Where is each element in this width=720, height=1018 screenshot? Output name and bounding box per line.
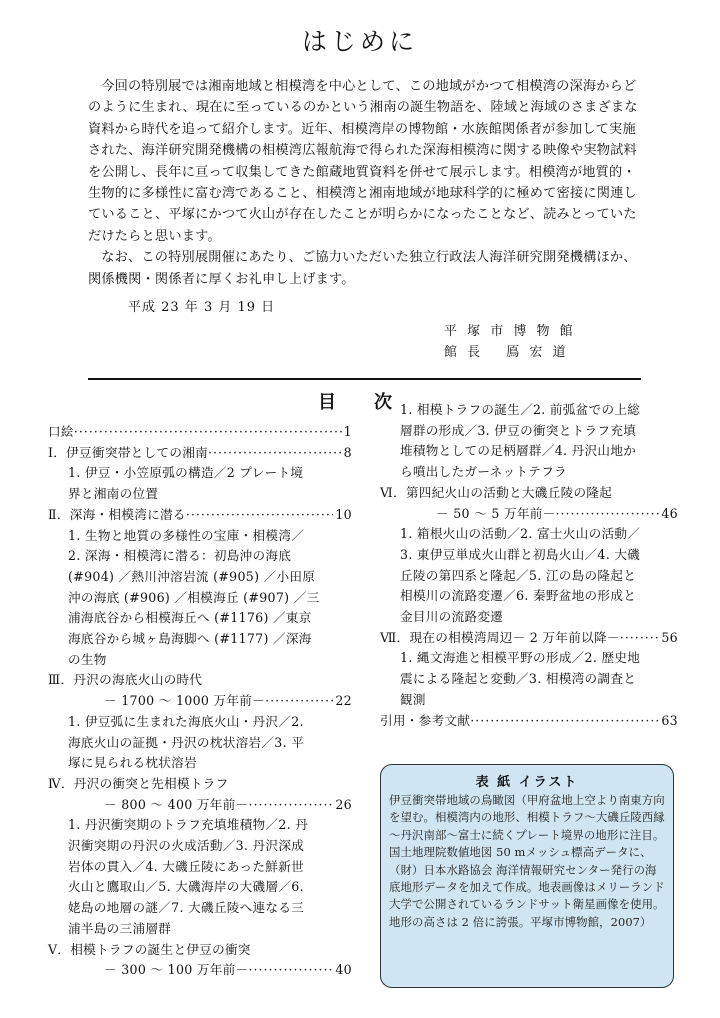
toc-entry (48, 960, 352, 981)
toc-title: 目 次 (318, 392, 402, 413)
toc-sub-line: (#904) ／熱川沖溶岩流 (#905) ／小田原 (68, 568, 316, 584)
toc-sub-line: の生物 (68, 651, 107, 667)
toc-sub-line: 1. 伊豆・小笠原弧の構造／2 プレート境 (68, 465, 304, 481)
leader-dots (248, 960, 333, 981)
toc-sub-line: 3. 東伊豆単成火山群と初島火山／4. 大磯 (400, 546, 641, 562)
toc-entry (48, 795, 352, 816)
toc-sub-line: 観測 (400, 691, 426, 707)
toc-sub-line: 岩体の貫入／4. 大磯丘陵にあった鮮新世 (68, 858, 304, 874)
leader-dots (248, 795, 333, 816)
toc-entry-label: Ⅰ．伊豆衝突帯としての湘南 (48, 444, 208, 460)
toc-entry-page: 46 (661, 505, 678, 521)
toc-sub-line: 沖の海底 (#906) ／相模海丘 (#907) ／三 (68, 589, 320, 605)
divider (88, 378, 641, 380)
leader-dots (74, 422, 342, 443)
leader-dots (470, 711, 659, 732)
toc-sub-line: 丘陵の第四系と隆起／5. 江の島の隆起と (400, 567, 637, 583)
toc-entry (380, 504, 678, 525)
toc-entry (380, 711, 678, 732)
toc-entry-label: Ⅱ．深海・相模湾に潜る (48, 506, 186, 522)
toc-sub-line: 姥島の地層の謎／7. 大磯丘陵へ連なる三 (68, 900, 305, 916)
cover-box-text (389, 792, 665, 931)
toc-entry-label: 口絵 (48, 424, 74, 439)
toc-sub-line: 海底谷から城ヶ島海脚へ (#1177) ／深海 (68, 631, 312, 647)
page-title: はじめに (301, 27, 418, 56)
date: 平成 23 年 3 月 19 日 (128, 300, 276, 315)
toc-sub-line: 浦海底谷から相模海丘へ (#1176) ／東京 (68, 610, 312, 626)
toc-sub-line: 相模川の流路変遷／6. 秦野盆地の形成と (400, 588, 637, 604)
intro-text (88, 76, 648, 290)
toc-sub-line: 1. 相模トラフの誕生／2. 前弧盆での上総 (400, 402, 641, 417)
toc-entry (48, 443, 352, 464)
toc-sub-line: 堆積物としての足柄層群／4. 丹沢山地か (400, 443, 637, 459)
toc-entry-label: 引用・参考文献 (380, 712, 471, 728)
toc-entry-label: Ⅶ．現在の相模湾周辺－ 2 万年前以降－ (380, 629, 620, 645)
toc-entry (48, 422, 352, 443)
toc-sub-line: 震による隆起と変動／3. 相模湾の調査と (400, 671, 637, 687)
toc-entry-page: 56 (661, 629, 678, 645)
leader-dots (208, 443, 342, 464)
leader-dots (186, 505, 334, 526)
toc-sub-line: 1. 縄文海進と相模平野の形成／2. 歴史地 (400, 650, 641, 666)
intro-paragraph-1: 今回の特別展では湘南地域と相模湾を中心として、この地域がかつて相模湾の深海からどのように生まれ、現在に至っているのかという湘南の誕生物語を、陸域と海域のさまざまな資料から時代を追って紹介します。近年、相模湾岸の博物館・水族館関係者が参加して実施された、海洋研究開発機構の相模湾広報航海で得られた深海相模湾に関する映像や実物試料を公開し、長年に亘って収集してきた館蔵地質資料を併せて展示します。相模湾が地質的・生物的に多様性に富む湾であること、相模湾と湘南地域が地球科学的に極めて密接に関連していること、平塚にかつて火山が存在したことが明らかになったことなど、読みとっていただけたらと思います。 (88, 79, 638, 244)
toc-sub-line: 1. 丹沢衝突期のトラフ充填堆積物／2. 丹 (68, 817, 309, 833)
toc-entry (380, 628, 678, 649)
toc-entry-page: 40 (335, 962, 352, 978)
toc-sub-line: 沢衝突期の丹沢の火成活動／3. 丹沢深成 (68, 838, 305, 854)
toc-entry-label: Ⅵ．第四紀火山の活動と大磯丘陵の隆起 (380, 484, 613, 500)
toc-sub-line: 2. 深海・相模湾に潜る：初島沖の海底 (68, 548, 292, 564)
cover-box-paragraph: 伊豆衝突帯地域の鳥瞰図（甲府盆地上空より南東方向を望む。相模湾内の地形、相模トラフ～大磯丘陵西縁～丹沢南部～富士に続くプレート境界の地形に注目。国土地理院数値地図 50 mメッシュ標高データに、（財）日本水路協会 海洋情報研究センター発行の海底地形データを加えて作成。地表画像はメリーランド大学で公開されているランドサット衛星画像を使用。地形の高さは 2 倍に誇張。平塚市博物館，2007） (389, 793, 665, 929)
toc-sub-line: ら噴出したガーネットテフラ (400, 464, 567, 480)
toc-entry-page: 22 (335, 693, 352, 709)
toc-entry-page: 8 (343, 444, 352, 460)
leader-dots (620, 628, 660, 649)
organization: 平 塚 市 博 物 館 (444, 324, 576, 339)
toc-sub-line: 金目川の流路変遷 (400, 609, 504, 625)
toc-sub-line: 塚に見られる枕状溶岩 (68, 755, 197, 771)
toc-entry-page: 26 (335, 796, 352, 812)
toc-entry (48, 691, 352, 712)
toc-entry (48, 505, 352, 526)
toc-entry-period: － 50 ～ 5 万年前－ (436, 505, 556, 521)
toc-entry-period: － 800 ～ 400 万年前－ (104, 796, 249, 812)
leader-dots (265, 691, 333, 712)
toc-entry-period: － 300 ～ 100 万年前－ (104, 962, 249, 978)
toc-sub-line: 海底火山の証拠・丹沢の枕状溶岩／3. 平 (68, 734, 305, 750)
leader-dots (556, 504, 660, 525)
toc-sub-line: 火山と鷹取山／5. 大磯海岸の大磯層／6. (68, 879, 304, 895)
toc-sub-line: 浦半島の三浦層群 (68, 920, 172, 936)
toc-sub-line: 1. 伊豆弧に生まれた海底火山・丹沢／2. (68, 713, 304, 729)
signature: 館 長 鳫 宏 道 (444, 345, 569, 360)
toc-entry-label: Ⅳ．丹沢の衝突と先相模トラフ (48, 775, 229, 791)
cover-illustration-box (380, 764, 674, 988)
intro-paragraph-2: なお、この特別展開催にあたり、ご協力いただいた独立行政法人海洋研究開発機構ほか、関係機関・関係者に厚くお礼申し上げます。 (88, 250, 637, 287)
toc-sub-line: 界と湘南の位置 (68, 486, 159, 502)
toc-left-column (48, 422, 352, 981)
toc-sub-line: 1. 箱根火山の活動／2. 富士火山の活動／ (400, 526, 641, 542)
toc-entry-period: － 1700 ～ 1000 万年前－ (104, 693, 266, 709)
toc-entry-page: 1 (343, 424, 352, 439)
toc-right-column (380, 400, 678, 731)
toc-entry-page: 10 (335, 506, 352, 522)
toc-sub-line: 層群の形成／3. 伊豆の衝突とトラフ充填 (400, 422, 637, 438)
cover-box-title: 表 紙 イラスト (475, 775, 579, 790)
toc-entry-page: 63 (661, 712, 678, 728)
toc-sub-line: 1. 生物と地質の多様性の宝庫・相模湾／ (68, 527, 305, 543)
toc-entry-label: Ⅲ．丹沢の海底火山の時代 (48, 672, 203, 688)
toc-entry-label: Ⅴ．相模トラフの誕生と伊豆の衝突 (48, 941, 251, 957)
